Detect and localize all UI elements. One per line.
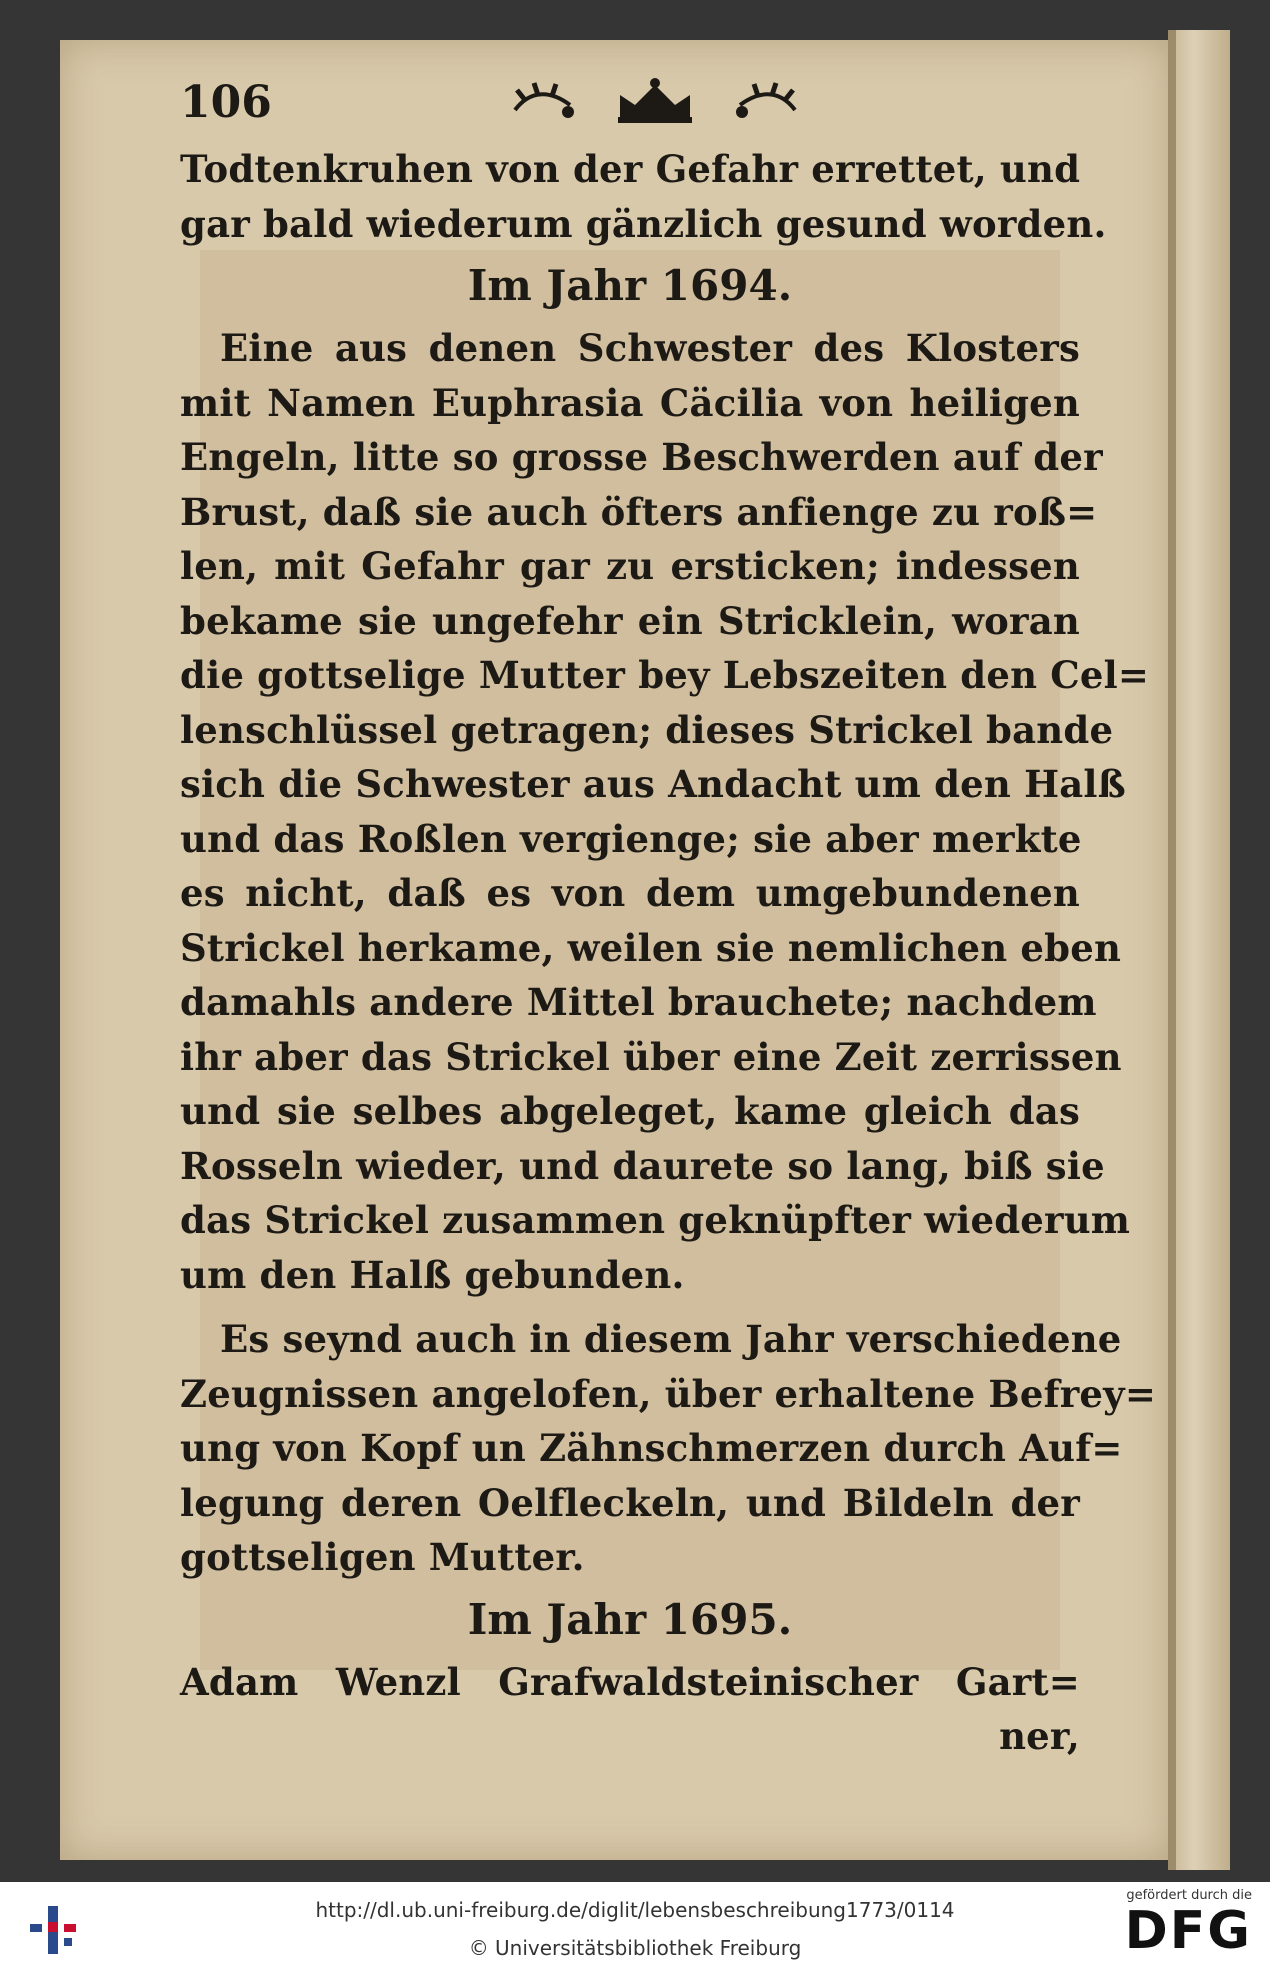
- text-line: lenschlüssel getragen; dieses Strickel bande: [180, 707, 1114, 752]
- text-line: es nicht, daß es von dem umgebundenen: [180, 871, 1080, 915]
- dfg-wordmark: DFG: [1124, 1901, 1252, 1961]
- text-line: Brust, daß sie auch öfters anfienge zu roß=: [180, 489, 1098, 534]
- text-line: gar bald wiederum gänzlich gesund worden.: [180, 201, 1107, 246]
- text-line: die gottselige Mutter bey Lebszeiten den Cel=: [180, 653, 1150, 697]
- facing-page-edge: [1170, 30, 1230, 1870]
- catchword: ner,: [999, 1714, 1080, 1758]
- crown-and-leaves-ornament-icon: [510, 77, 800, 127]
- paragraph-1: [180, 321, 1150, 1302]
- leaf-sprig-right-icon: [730, 80, 800, 124]
- text-line: mit Namen Euphrasia Cäcilia von heiligen: [180, 380, 1080, 425]
- dfg-funded-by-text: gefördert durch die: [1126, 1888, 1252, 1903]
- page-fold: [1168, 30, 1176, 1870]
- text-line: damahls andere Mittel brauchete; nachdem: [180, 980, 1097, 1024]
- text-line: Strickel herkame, weilen sie nemlichen eben: [180, 925, 1122, 970]
- text-line: Rosseln wieder, und daurete so lang, biß sie: [180, 1143, 1105, 1188]
- text-line: gottseligen Mutter.: [180, 1535, 585, 1579]
- text-line: len, mit Gefahr gar zu ersticken; indessen: [180, 544, 1080, 588]
- text-line: ung von Kopf un Zähnschmerzen durch Auf=: [180, 1426, 1123, 1470]
- viewer-footer: [0, 1882, 1270, 1975]
- text-line: Es seynd auch in diesem Jahr verschiedene: [220, 1317, 1122, 1361]
- paragraph-3: [180, 1655, 1080, 1764]
- dfg-logo: [1125, 1888, 1252, 1959]
- text-line: Zeugnissen angelofen, über erhaltene Befrey=: [180, 1371, 1157, 1416]
- text-line: Adam Wenzl Grafwaldsteinischer Gart=: [180, 1659, 1080, 1704]
- leaf-sprig-left-icon: [510, 80, 580, 124]
- text-line: bekame sie ungefehr ein Stricklein, woran: [180, 598, 1080, 643]
- permalink-url[interactable]: http://dl.ub.uni-freiburg.de/diglit/lebensbeschreibung1773/0114: [315, 1898, 955, 1922]
- heading-year-1694: Im Jahr 1694.: [467, 261, 793, 310]
- page-header: [180, 62, 1080, 142]
- crown-icon: [610, 77, 700, 127]
- text-line: Todtenkruhen von der Gefahr errettet, und: [180, 147, 1081, 191]
- copyright-text: © Universitätsbibliothek Freiburg: [468, 1936, 802, 1960]
- paragraph-2: [180, 1312, 1157, 1585]
- text-line: sich die Schwester aus Andacht um den Halß: [180, 762, 1126, 806]
- text-line: Engeln, litte so grosse Beschwerden auf der: [180, 435, 1103, 479]
- text-line: Eine aus denen Schwester des Klosters: [220, 326, 1080, 370]
- text-line: und das Roßlen vergienge; sie aber merkte: [180, 816, 1082, 861]
- text-line: um den Halß gebunden.: [180, 1252, 685, 1297]
- text-line: das Strickel zusammen geknüpfter wiederum: [180, 1198, 1131, 1242]
- page-text: [180, 62, 1157, 1764]
- page-number: 106: [180, 76, 272, 128]
- text-line: und sie selbes abgeleget, kame gleich das: [180, 1089, 1080, 1133]
- text-line: ihr aber das Strickel über eine Zeit zerrissen: [180, 1034, 1122, 1079]
- text-line: legung deren Oelfleckeln, und Bildeln der: [180, 1480, 1080, 1525]
- heading-year-1695: Im Jahr 1695.: [467, 1594, 793, 1644]
